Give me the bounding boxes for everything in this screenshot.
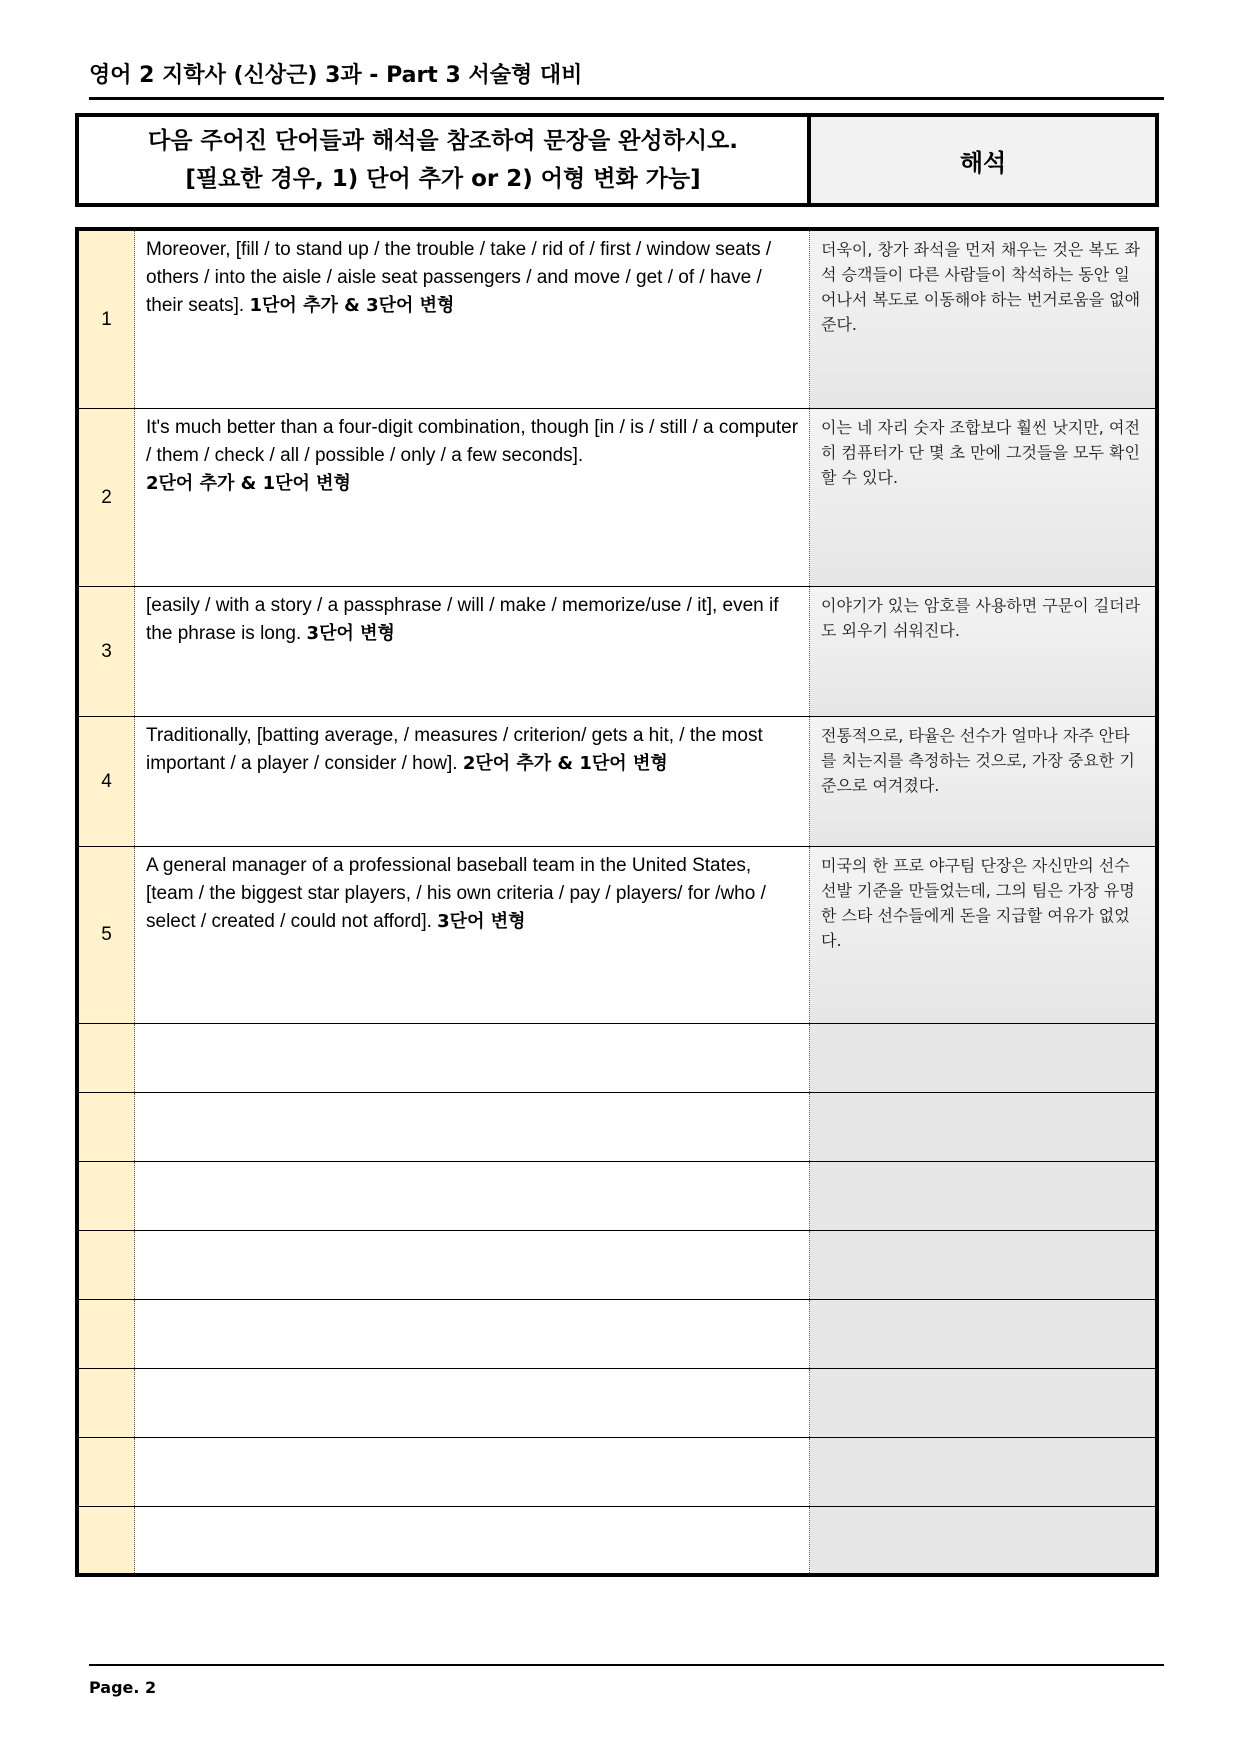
question-text: It's much better than a four-digit combination, though [in / is / still / a computer / them / check / all / possible / only / a few seconds]. [146, 417, 799, 466]
question-hint: 2단어 추가 & 1단어 변형 [462, 753, 668, 774]
empty-number-cell [79, 1162, 135, 1230]
empty-row [79, 1161, 1155, 1230]
empty-answer-cell[interactable] [135, 1093, 810, 1161]
empty-translation-cell [810, 1438, 1155, 1506]
empty-translation-cell [810, 1369, 1155, 1437]
empty-translation-cell [810, 1162, 1155, 1230]
empty-row [79, 1023, 1155, 1092]
question-text-cell[interactable] [135, 409, 810, 586]
question-text: [easily / with a story / a passphrase / will / make / memorize/use / it], even if the phrase is long. [146, 595, 779, 644]
empty-translation-cell [810, 1024, 1155, 1092]
top-divider [89, 97, 1164, 100]
empty-answer-cell[interactable] [135, 1438, 810, 1506]
empty-answer-cell[interactable] [135, 1369, 810, 1437]
translation-cell: 더욱이, 창가 좌석을 먼저 채우는 것은 복도 좌석 승객들이 다른 사람들이 착석하는 동안 일어나서 복도로 이동해야 하는 번거로움을 없애준다. [810, 231, 1155, 408]
empty-translation-cell [810, 1507, 1155, 1573]
instruction-cell [79, 117, 811, 203]
translation-cell: 이는 네 자리 숫자 조합보다 훨씬 낫지만, 여전히 컴퓨터가 단 몇 초 만에 그것들을 모두 확인할 수 있다. [810, 409, 1155, 586]
question-text-cell[interactable] [135, 847, 810, 1023]
instruction-header [75, 113, 1159, 207]
empty-number-cell [79, 1093, 135, 1161]
empty-row [79, 1506, 1155, 1573]
empty-number-cell [79, 1300, 135, 1368]
bottom-divider [89, 1664, 1164, 1666]
empty-answer-cell[interactable] [135, 1162, 810, 1230]
question-row-4 [79, 716, 1155, 846]
instruction-line-1: 다음 주어진 단어들과 해석을 참조하여 문장을 완성하시오. [147, 128, 738, 154]
question-hint: 2단어 추가 & 1단어 변형 [146, 473, 351, 494]
page-title: 영어 2 지학사 (신상근) 3과 - Part 3 서술형 대비 [89, 63, 583, 88]
question-row-2 [79, 408, 1155, 586]
page-number: Page. 2 [89, 1678, 157, 1697]
empty-answer-cell[interactable] [135, 1507, 810, 1573]
translation-cell: 미국의 한 프로 야구팀 단장은 자신만의 선수 선발 기준을 만들었는데, 그의 팀은 가장 유명한 스타 선수들에게 돈을 지급할 여유가 없었다. [810, 847, 1155, 1023]
empty-translation-cell [810, 1300, 1155, 1368]
question-text: A general manager of a professional baseball team in the United States, [team / the biggest star players, / his own criteria / pay / players/ for /who / select / created / could not afford]. [146, 855, 766, 932]
translation-cell: 전통적으로, 타율은 선수가 얼마나 자주 안타를 치는지를 측정하는 것으로, 가장 중요한 기준으로 여겨졌다. [810, 717, 1155, 846]
empty-number-cell [79, 1438, 135, 1506]
empty-answer-cell[interactable] [135, 1024, 810, 1092]
question-hint: 3단어 변형 [437, 911, 526, 932]
question-number: 3 [79, 587, 135, 716]
translation-cell: 이야기가 있는 암호를 사용하면 구문이 길더라도 외우기 쉬워진다. [810, 587, 1155, 716]
question-number: 5 [79, 847, 135, 1023]
empty-number-cell [79, 1369, 135, 1437]
instruction-line-2: [필요한 경우, 1) 단어 추가 or 2) 어형 변화 가능] [185, 166, 701, 192]
question-number: 1 [79, 231, 135, 408]
empty-translation-cell [810, 1231, 1155, 1299]
question-hint: 3단어 변형 [306, 623, 395, 644]
question-text: Moreover, [fill / to stand up / the trouble / take / rid of / first / window seats / others / into the aisle / aisle seat passengers / and move / get / of / have / their seats]. [146, 239, 772, 316]
question-number: 2 [79, 409, 135, 586]
empty-answer-cell[interactable] [135, 1300, 810, 1368]
empty-number-cell [79, 1507, 135, 1573]
question-text-cell[interactable] [135, 717, 810, 846]
empty-row [79, 1092, 1155, 1161]
question-row-3 [79, 586, 1155, 716]
question-row-5 [79, 846, 1155, 1023]
empty-answer-cell[interactable] [135, 1231, 810, 1299]
empty-row [79, 1230, 1155, 1299]
question-number: 4 [79, 717, 135, 846]
question-table [75, 227, 1159, 1577]
empty-number-cell [79, 1024, 135, 1092]
question-text-cell[interactable] [135, 231, 810, 408]
interpretation-header: 해석 [811, 117, 1155, 203]
empty-translation-cell [810, 1093, 1155, 1161]
empty-number-cell [79, 1231, 135, 1299]
question-row-1 [79, 231, 1155, 408]
empty-row [79, 1437, 1155, 1506]
question-text-cell[interactable] [135, 587, 810, 716]
question-text: Traditionally, [batting average, / measures / criterion/ gets a hit, / the most important / a player / consider / how]. [146, 725, 763, 774]
empty-row [79, 1299, 1155, 1368]
empty-row [79, 1368, 1155, 1437]
question-hint: 1단어 추가 & 3단어 변형 [249, 295, 455, 316]
